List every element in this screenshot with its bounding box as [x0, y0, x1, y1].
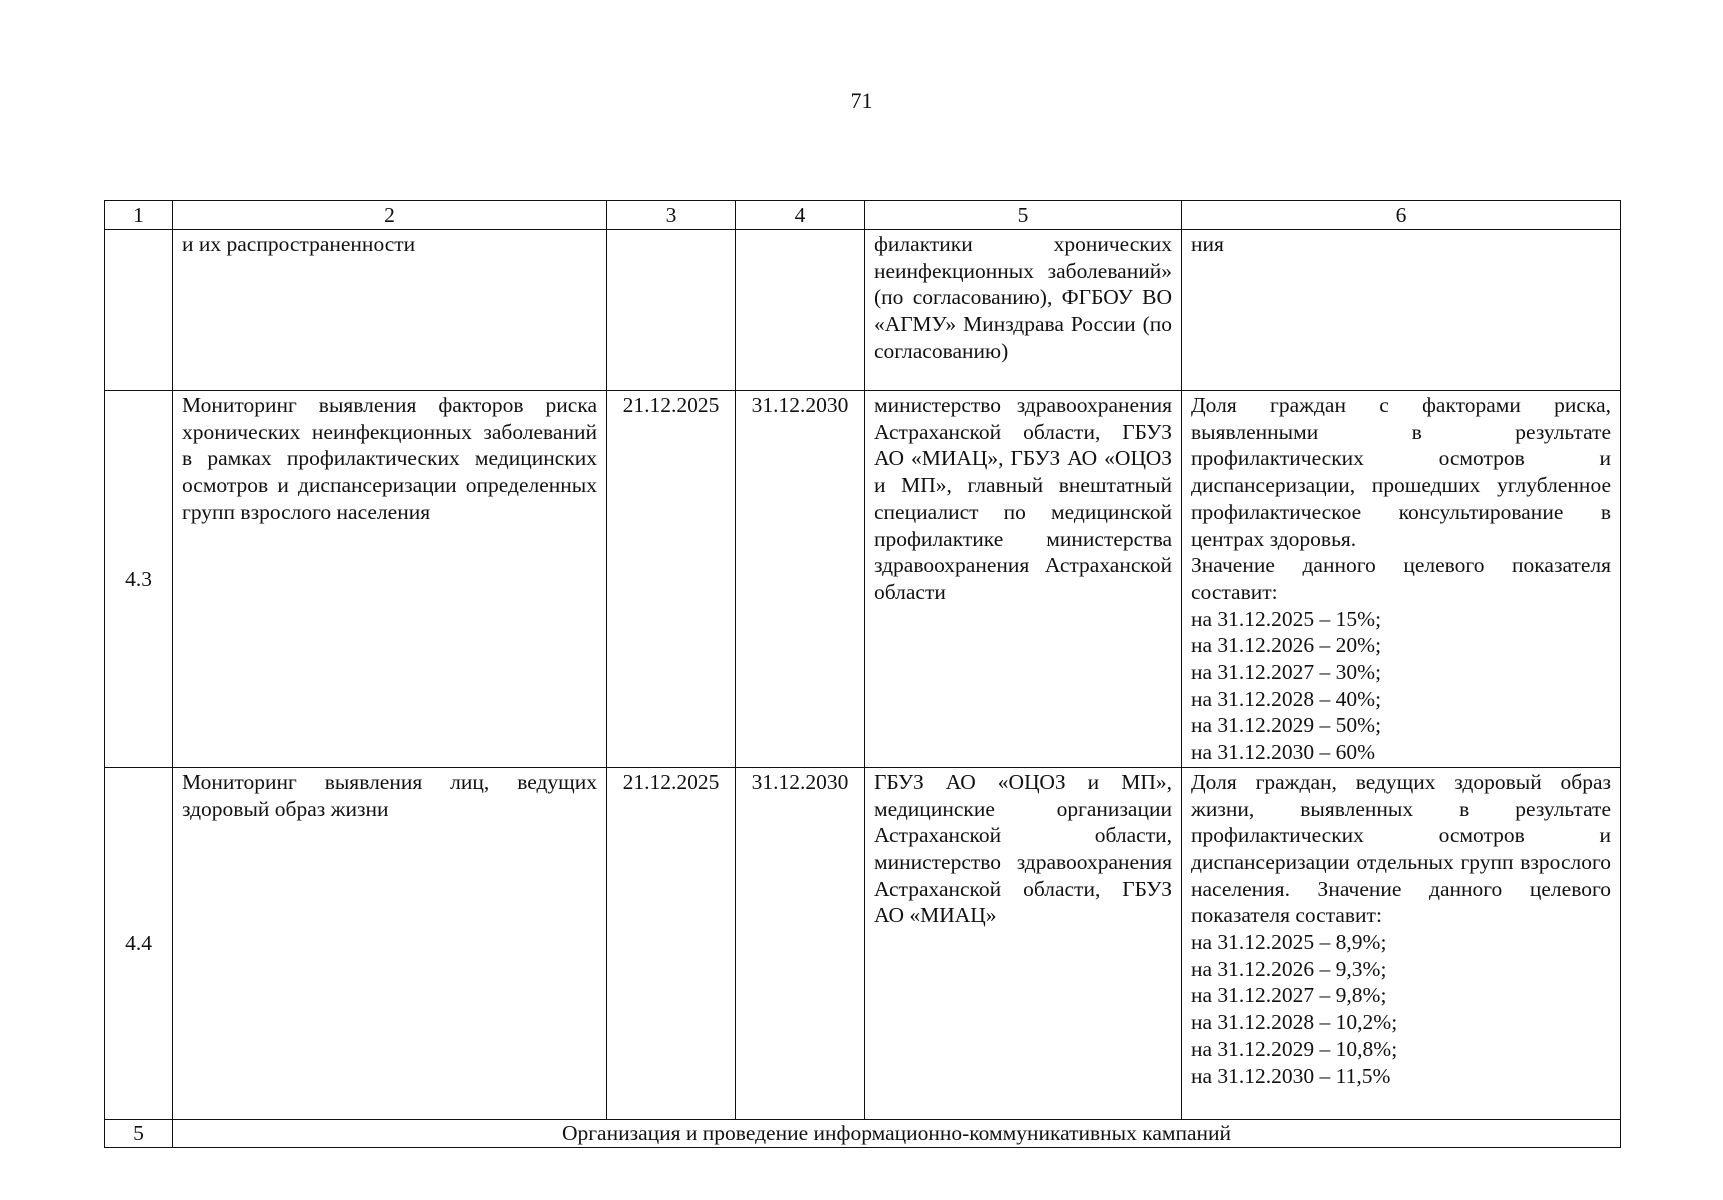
- result-cell: [1182, 391, 1621, 768]
- table-row-4-3: [105, 391, 1621, 768]
- result-line: на 31.12.2029 – 10,8%;: [1191, 1036, 1398, 1061]
- start-date-cell: 21.12.2025: [607, 767, 736, 1119]
- result-line: на 31.12.2026 – 20%;: [1191, 633, 1382, 658]
- section-number: 5: [105, 1119, 173, 1147]
- result-line: на 31.12.2025 – 8,9%;: [1191, 930, 1387, 955]
- column-number: 4: [736, 201, 865, 230]
- row-number: 4.3: [105, 391, 173, 768]
- measure-cell: Мониторинг выявления лиц, ведущих здоровый образ жизни: [173, 767, 607, 1119]
- executors-cell: министерство здравоохранения Астраханской области, ГБУЗ АО «МИАЦ», ГБУЗ АО «ОЦОЗ и МП», главный внештатный специалист по медицинской профилактике министерства здравоохранения Астраханской области: [865, 391, 1182, 768]
- result-cell: [1182, 230, 1621, 391]
- result-cell: [1182, 767, 1621, 1119]
- row-number: [105, 230, 173, 391]
- column-number: 3: [607, 201, 736, 230]
- end-date-cell: 31.12.2030: [736, 767, 865, 1119]
- executors-cell: ГБУЗ АО «ОЦОЗ и МП», медицинские организации Астраханской области, министерство здравоохранения Астраханской области, ГБУЗ АО «МИАЦ»: [865, 767, 1182, 1119]
- end-date-cell: 31.12.2030: [736, 391, 865, 768]
- column-number-row: [105, 201, 1621, 230]
- result-line: ния: [1191, 232, 1224, 256]
- result-line: на 31.12.2029 – 50%;: [1191, 713, 1382, 738]
- start-date-cell: [607, 230, 736, 391]
- table-row-4-4: [105, 767, 1621, 1119]
- page-number: 71: [850, 88, 873, 113]
- end-date-cell: [736, 230, 865, 391]
- result-line: на 31.12.2025 – 15%;: [1191, 606, 1382, 631]
- column-number: 1: [105, 201, 173, 230]
- result-line: на 31.12.2027 – 30%;: [1191, 660, 1382, 685]
- section-row: [105, 1119, 1621, 1147]
- result-line: Доля граждан с факторами риска, выявленными в результате профилактических осмотров и диспансеризации, прошедших углубленное профилактическое консультирование в центрах здоровья.: [1191, 393, 1611, 551]
- result-line: Значение данного целевого показателя составит:: [1191, 553, 1611, 604]
- measure-cell: Мониторинг выявления факторов риска хронических неинфекционных заболеваний в рамках профилактических медицинских осмотров и диспансеризации определенных групп взрослого населения: [173, 391, 607, 768]
- column-number: 5: [865, 201, 1182, 230]
- measure-cell: и их распространенности: [173, 230, 607, 391]
- plan-table: [104, 200, 1621, 1148]
- row-number: 4.4: [105, 767, 173, 1119]
- result-line: на 31.12.2028 – 10,2%;: [1191, 1010, 1398, 1035]
- result-line: на 31.12.2030 – 60%: [1191, 740, 1376, 765]
- result-line: на 31.12.2026 – 9,3%;: [1191, 956, 1387, 981]
- column-number: 6: [1182, 201, 1621, 230]
- result-line: на 31.12.2028 – 40%;: [1191, 686, 1382, 711]
- start-date-cell: 21.12.2025: [607, 391, 736, 768]
- executors-cell: филактики хронических неинфекционных заболеваний» (по согласованию), ФГБОУ ВО «АГМУ» Минздрава России (по согласованию): [865, 230, 1182, 391]
- result-line: на 31.12.2027 – 9,8%;: [1191, 983, 1387, 1008]
- table-row-continuation: [105, 230, 1621, 391]
- result-line: Доля граждан, ведущих здоровый образ жизни, выявленных в результате профилактических осмотров и диспансеризации отдельных групп взрослого населения. Значение данного целевого показателя составит:: [1191, 769, 1611, 928]
- result-line: на 31.12.2030 – 11,5%: [1191, 1063, 1391, 1088]
- column-number: 2: [173, 201, 607, 230]
- section-title: Организация и проведение информационно-коммуникативных кампаний: [173, 1119, 1621, 1147]
